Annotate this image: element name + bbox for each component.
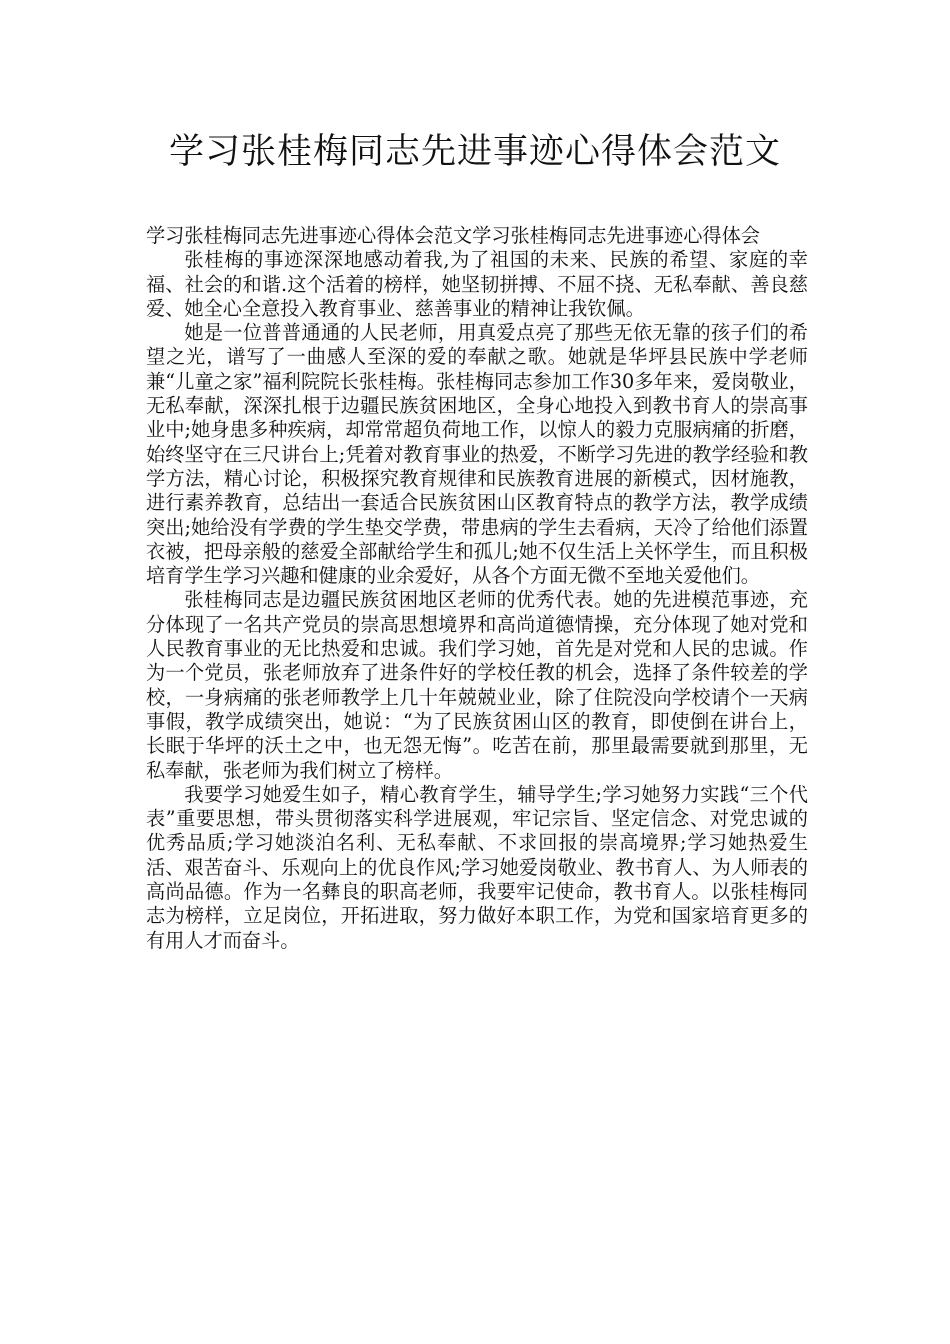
intro-paragraph: 学习张桂梅同志先进事迹心得体会范文学习张桂梅同志先进事迹心得体会 [146, 224, 760, 247]
body-paragraph: 张桂梅的事迹深深地感动着我,为了祖国的未来、民族的希望、家庭的幸福、社会的和谐.这个活着的榜样，她坚韧拼搏、不屈不挠、无私奉献、善良慈爱、她全心全意投入教育事业、慈善事业的精神让我钦佩。 [146, 248, 808, 320]
body-paragraph: 她是一位普普通通的人民老师，用真爱点亮了那些无依无靠的孩子们的希望之光，谱写了一曲感人至深的爱的奉献之歌。她就是华坪县民族中学老师兼“儿童之家”福利院院长张桂梅。张桂梅同志参加工作30多年来，爱岗敬业，无私奉献，深深扎根于边疆民族贫困地区，全身心地投入到教书育人的崇高事业中;她身患多种疾病，却常常超负荷地工作，以惊人的毅力克服病痛的折磨，始终坚守在三尺讲台上;凭着对教育事业的热爱，不断学习先进的教学经验和教学方法，精心讨论，积极探究教育规律和民族教育进展的新模式，因材施教，进行素养教育，总结出一套适合民族贫困山区教育特点的教学方法，教学成绩突出;她给没有学费的学生垫交学费，带患病的学生去看病，天冷了给他们添置衣被，把母亲般的慈爱全部献给学生和孤儿;她不仅生活上关怀学生，而且积极培育学生学习兴趣和健康的业余爱好，从各个方面无微不至地关爱他们。 [146, 321, 808, 588]
body-paragraph: 我要学习她爱生如子，精心教育学生，辅导学生;学习她努力实践“三个代表”重要思想，带头贯彻落实科学进展观，牢记宗旨、坚定信念、对党忠诚的优秀品质;学习她淡泊名利、无私奉献、不求回报的崇高境界;学习她热爱生活、艰苦奋斗、乐观向上的优良作风;学习她爱岗敬业、教书育人、为人师表的高尚品德。作为一名彝良的职高老师，我要牢记使命，教书育人。以张桂梅同志为榜样，立足岗位，开拓进取，努力做好本职工作，为党和国家培育更多的有用人才而奋斗。 [146, 782, 808, 952]
body-paragraph: 张桂梅同志是边疆民族贫困地区老师的优秀代表。她的先进模范事迹，充分体现了一名共产党员的崇高思想境界和高尚道德情操，充分体现了她对党和人民教育事业的无比热爱和忠诚。我们学习她，首先是对党和人民的忠诚。作为一个党员，张老师放弃了进条件好的学校任教的机会，选择了条件较差的学校，一身病痛的张老师教学上几十年兢兢业业，除了住院没向学校请个一天病事假，教学成绩突出，她说：“为了民族贫困山区的教育，即使倒在讲台上，长眠于华坪的沃土之中，也无怨无悔”。吃苦在前，那里最需要就到那里，无私奉献，张老师为我们树立了榜样。 [146, 588, 808, 782]
document-title: 学习张桂梅同志先进事迹心得体会范文 [168, 132, 781, 172]
document-body [146, 224, 808, 953]
